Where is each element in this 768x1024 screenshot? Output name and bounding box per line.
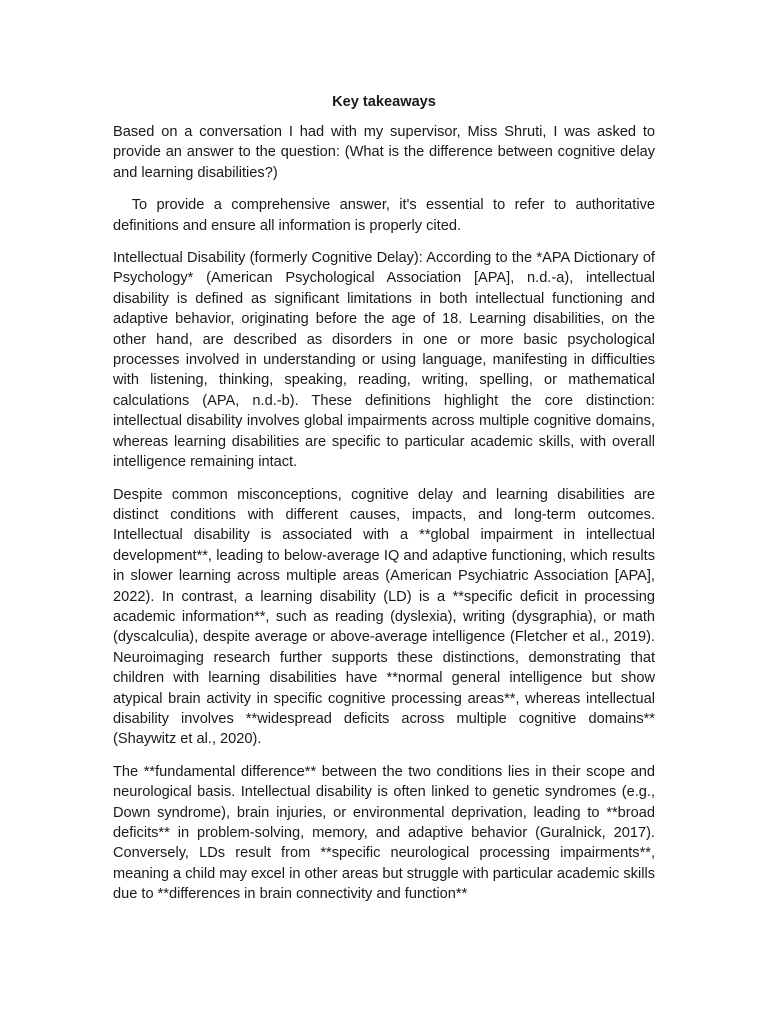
paragraph-misconceptions: Despite common misconceptions, cognitive delay and learning disabilities are distinct conditions with different causes, impacts, and long-term outcomes. Intellectual disability is associated with a **global impairment in intellectual development**, leading to below-average IQ and adaptive functioning, which results in slower learning across multiple areas (American Psychiatric Association [APA], 2022). In contrast, a learning disability (LD) is a **specific deficit in processing academic information**, such as reading (dyslexia), writing (dysgraphia), or math (dyscalculia), despite average or above-average intelligence (Fletcher et al., 2019). Neuroimaging research further supports these distinctions, demonstrating that children with learning disabilities have **normal general intelligence but show atypical brain activity in specific cognitive processing areas**, whereas intellectual disability involves **widespread deficits across multiple cognitive domains** (Shaywitz et al., 2020). xyxy=(113,486,660,748)
paragraph-fundamental-difference: The **fundamental difference** between the two conditions lies in their scope and neurological basis. Intellectual disability is often linked to genetic syndromes (e.g., Down syndrome), brain injuries, or environmental deprivation, leading to **broad deficits** in problem-solving, memory, and adaptive behavior (Guralnick, 2017). Conversely, LDs result from **specific neurological processing impairments**, meaning a child may excel in other areas but struggle with particular academic skills due to **differences in brain connectivity and function** xyxy=(113,763,660,903)
paragraph-intro: Based on a conversation I had with my supervisor, Miss Shruti, I was asked to provide an answer to the question: (What is the difference between cognitive delay and learning disabilities?) xyxy=(113,124,660,181)
document-page xyxy=(113,90,660,917)
paragraph-approach: To provide a comprehensive answer, it's essential to refer to authoritative definitions and ensure all information is properly cited. xyxy=(113,197,660,234)
paragraph-definitions: Intellectual Disability (formerly Cognitive Delay): According to the *APA Dictionary of Psychology* (American Psychological Association [APA], n.d.-a), intellectual disability is defined as significant limitations in both intellectual functioning and adaptive behavior, originating before the age of 18. Learning disabilities, on the other hand, are described as disorders in one or more basic psychological processes involved in understanding or using language, manifesting in difficulties with listening, thinking, speaking, reading, writing, spelling, or mathematical calculations (APA, n.d.-b). These definitions highlight the core distinction: intellectual disability involves global impairments across multiple cognitive domains, whereas learning disabilities are specific to particular academic skills, with overall intelligence remaining intact. xyxy=(113,250,660,471)
document-title: Key takeaways xyxy=(332,94,436,110)
